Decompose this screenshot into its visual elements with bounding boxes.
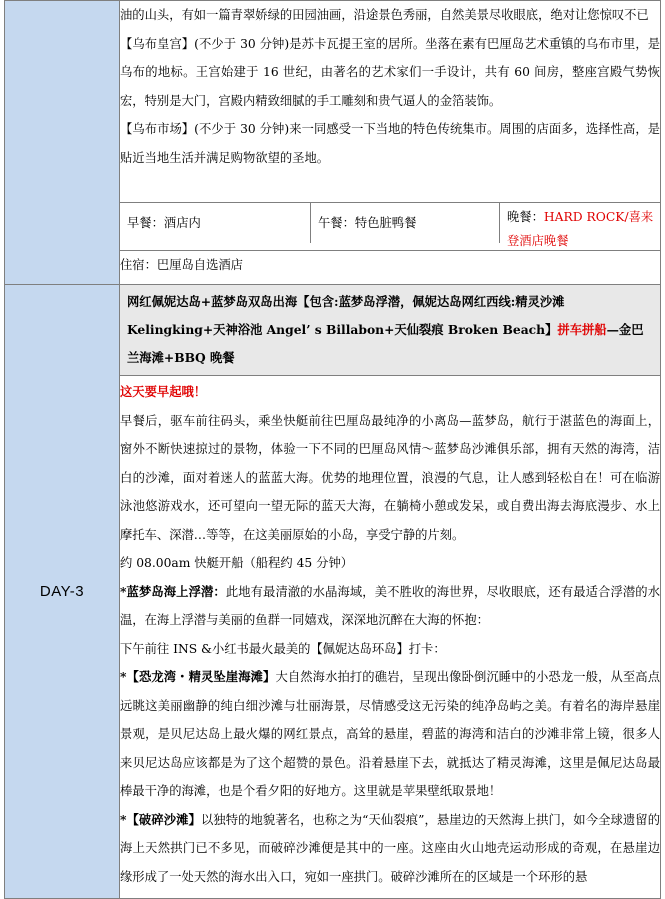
- hotel-row: 住宿：巴厘岛自选酒店: [120, 250, 661, 284]
- meals-row: [120, 202, 661, 250]
- day-tail-paragraph-3: 【乌布市场】(不少于 30 分钟)来一同感受一下当地的特色传统集市。周围的店面多，选择性高，是贴近当地生活并满足购物欲望的圣地。: [120, 122, 660, 165]
- ubud-palace-title: 【乌布皇宫】: [120, 36, 195, 51]
- day-tail-paragraph-1: 油的山头，有如一篇青翠娇绿的田园油画，沿途景色秀丽，自然美景尽收眼底，绝对让您惊叹不已: [120, 8, 649, 22]
- dinner-cell: 晚餐：HARD ROCK/喜来登酒店晚餐: [507, 209, 654, 248]
- day-paragraph-3: *蓝梦岛海上浮潜：此地有最清澈的水晶海域，美不胜收的海世界，尽收眼底，还有最适合浮潜的水温，在海上浮潜与美丽的鱼群一同嬉戏，深深地沉醉在大海的怀抱：: [120, 583, 660, 627]
- carpool-tag: 拼车拼船: [557, 322, 607, 337]
- ubud-market-title: 【乌布市场】: [120, 122, 195, 136]
- day-content: [120, 376, 661, 899]
- day-label-cell-previous: [5, 1, 120, 285]
- lunch-cell: 午餐：特色脏鸭餐: [311, 203, 500, 243]
- day-paragraph-6: *【破碎沙滩】以独特的地貌著名，也称之为“天仙裂痕”，悬崖边的天然海上拱门，如今全球遗留的海上天然拱门已不多见，而破碎沙滩便是其中的一座。这座由火山地壳运动形成的奇观，在悬崖边缘形成了一处天然的海水出入口，宛如一座拱门。破碎沙滩所在的区域是一个环形的悬: [120, 811, 660, 884]
- broken-beach-title: *【破碎沙滩】: [120, 811, 201, 827]
- day-label-cell: [5, 285, 120, 899]
- breakfast-cell: 早餐：酒店内: [120, 203, 311, 243]
- day-title-cell: 网红佩妮达岛+蓝梦岛双岛出海【包含:蓝梦岛浮潜，佩妮达岛网红西线:精灵沙滩 Kelingking+天神浴池 Angel’ s Billabon+天仙裂痕 Broken Beach】拼车拼船—金巴兰海滩+BBQ 晚餐: [120, 285, 661, 376]
- day-label: DAY-3: [39, 583, 85, 600]
- early-warning: 这天要早起哦！: [120, 384, 207, 399]
- dinner-value: HARD ROCK/喜来登酒店晚餐: [507, 209, 654, 248]
- snorkel-title: *蓝梦岛海上浮潜：: [120, 583, 226, 599]
- day-paragraph-2: 约 08.00am 快艇开船（船程约 45 分钟）: [120, 556, 354, 570]
- itinerary-table: [4, 0, 661, 899]
- day-tail-paragraph-2: 【乌布皇宫】(不少于 30 分钟)是苏卡瓦提王室的居所。坐落在素有巴厘岛艺术重镇的乌布市里，是乌布的地标。王宫始建于 16 世纪，由著名的艺术家们一手设计，共有 60 间房，整座宫殿气势恢宏，特别是大门，宫殿内精致细腻的手工雕刻和贵气逼人的金箔装饰。: [120, 36, 660, 108]
- day-tail-content: [120, 1, 661, 203]
- day-paragraph-5: *【恐龙湾・精灵坠崖海滩】大自然海水拍打的礁岩，呈现出像卧倒沉睡中的小恐龙一般，从至高点远眺这美丽幽静的纯白细沙滩与壮丽海景，尽情感受这无污染的纯净岛屿之美。有着名的海岸悬崖景观，是贝尼达岛上最火爆的网红景点，高耸的悬崖，碧蓝的海湾和洁白的沙滩非常上镜，很多人来贝尼达岛应该都是为了这个超赞的景色。沿着悬崖下去，就抵达了精灵海滩，这里是佩尼达岛最棒最干净的海滩，也是个看夕阳的好地方。这里就是苹果壁纸取景地！: [120, 669, 660, 798]
- day-paragraph-1: 早餐后，驱车前往码头，乘坐快艇前往巴厘岛最纯净的小离岛—蓝梦岛，航行于湛蓝色的海面上，窗外不断快速掠过的景物，体验一下不同的巴厘岛风情～蓝梦岛沙滩俱乐部，拥有天然的海湾，洁白的沙滩，面对着迷人的蓝蓝大海。优势的地理位置，浪漫的气息，让人感到轻松自在！可在临游泳池悠游戏水，还可望向一望无际的蓝天大海，在躺椅小憩或发呆，或自费出海去海底漫步、水上摩托车、深潜…等等，在这美丽原始的小岛，享受宁静的片刻。: [120, 413, 660, 542]
- kelingking-title: *【恐龙湾・精灵坠崖海滩】: [120, 669, 276, 684]
- day-paragraph-4: 下午前往 INS &小红书最火最美的【佩妮达岛环岛】打卡：: [120, 641, 446, 656]
